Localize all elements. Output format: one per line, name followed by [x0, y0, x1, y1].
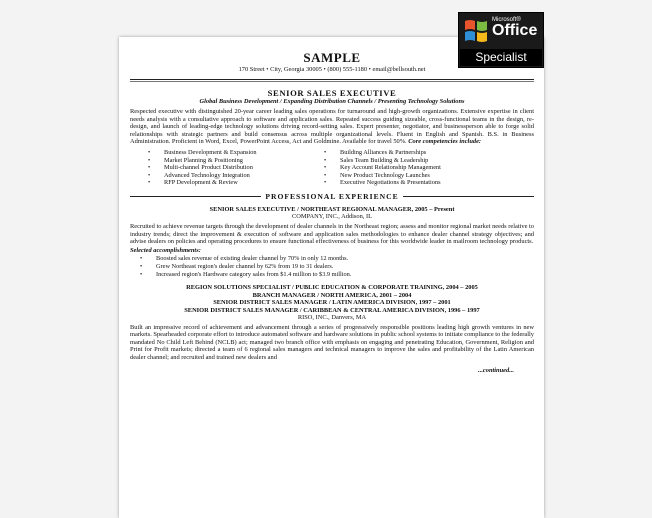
- job2-titles: [130, 284, 534, 314]
- list-item: • Building Alliances & Partnerships: [324, 149, 500, 157]
- list-item: • Grew Northeast region's dealer channel by 62% from 19 to 31 dealers.: [140, 263, 534, 271]
- list-item: • New Product Technology Launches: [324, 172, 500, 180]
- contact-line: 170 Street • City, Georgia 30005 • (800) 555-1180 • email@bellsouth.net: [238, 66, 426, 73]
- job1-company: COMPANY, INC., Addison, IL: [291, 213, 373, 221]
- logo-office-text: Office: [492, 22, 538, 39]
- accomplishments-label: Selected accomplishments:: [130, 246, 201, 254]
- job2-title: BRANCH MANAGER / NORTH AMERICA, 2001 – 2004: [252, 291, 412, 299]
- list-item: • Advanced Technology Integration: [148, 172, 324, 180]
- list-item: • Market Planning & Positioning: [148, 157, 324, 165]
- job2-title: SENIOR DISTRICT SALES MANAGER / CARIBBEAN & CENTRAL AMERICA DIVISION, 1996 – 1997: [184, 306, 480, 314]
- resume-page: [119, 37, 544, 518]
- office-specialist-logo: [458, 12, 544, 68]
- list-item: • Increased region's Hardware category sales from $1.4 million to $3.9 million.: [140, 271, 534, 279]
- profile-subtitle: Global Business Development / Expanding Distribution Channels / Presenting Technology Solutions: [199, 98, 465, 105]
- header-divider: [130, 79, 534, 82]
- competencies-left-column: [148, 149, 324, 187]
- job2-title: REGION SOLUTIONS SPECIALIST / PUBLIC EDUCATION & CORPORATE TRAINING, 2004 – 2005: [186, 284, 478, 292]
- accomplishments-list: [140, 255, 534, 278]
- list-item: • Sales Team Building & Leadership: [324, 157, 500, 165]
- list-item: • RFP Development & Review: [148, 179, 324, 187]
- continued-note: ...continued...: [478, 366, 514, 374]
- job2-title: SENIOR DISTRICT SALES MANAGER / LATIN AMERICA DIVISION, 1997 – 2001: [213, 299, 451, 307]
- job2-description: Built an impressive record of achievement and advancement through a series of progressively responsible positions leading high growth ventures in new markets. Spearheaded corporate effort to introduce automated software and hardware solutions in public school systems to initiate compliance to the federally mandated No Child Left Behind (NCLB) act; managed two branch office with emphasis on engaging and penetrating Education, Government, Religion and Print for Profit markets; directed a team of 6 regional sales managers and technical managers to improve the sales and profitability of the Latin American dealer channel; and recruited and trained new dealers and: [130, 323, 534, 361]
- job2-company: RISO, INC., Danvers, MA: [297, 314, 367, 322]
- section-heading-text: PROFESSIONAL EXPERIENCE: [261, 192, 402, 201]
- list-item: • Executive Negotiations & Presentations: [324, 179, 500, 187]
- profile-summary: Respected executive with distinguished 20-year career leading sales operations for turnaround and high-growth organizations. Extensive expertise in client needs analysis with a consultative approach to software and application sales. Repeated success guiding sizeable, cross-functional teams in the design, re-design, and launch of leading-edge technology solutions driving record-setting sales. Expert presenter, negotiator, and businessperson able to forge solid relationships with strategic partners and build consensus across multiple organizational levels. Fluent in English and Spanish. B.S. in Business Administration. Proficient in Word, Excel, PowerPoint Access, Act and Goldmine. Available for travel 50%. Core competencies include:: [130, 108, 534, 146]
- list-item: • Multi-channel Product Distribution: [148, 164, 324, 172]
- profile-title: SENIOR SALES EXECUTIVE: [267, 88, 397, 98]
- list-item: • Key Account Relationship Management: [324, 164, 500, 172]
- list-item: • Business Development & Expansion: [148, 149, 324, 157]
- job1-title: SENIOR SALES EXECUTIVE / NORTHEAST REGIONAL MANAGER, 2005 – Present: [209, 205, 455, 213]
- logo-specialist-text: Specialist: [460, 49, 542, 66]
- job1-description: Recruited to achieve revenue targets through the development of dealer channels in the Northeast region; assess and monitor regional market needs relative to industry trends; direct the improvement & execution of software and application sales methodologies to enhance dealer channel strategy objectives; and advise dealers on policies and operating procedures to ensure functional effectiveness of business for this worldwide leader in mailroom technology products.: [130, 222, 534, 246]
- office-flag-icon: [463, 19, 489, 43]
- competencies-label: Core competencies include:: [408, 138, 482, 146]
- candidate-name: SAMPLE: [303, 50, 361, 65]
- logo-microsoft-text: Microsoft®: [492, 17, 521, 23]
- list-item: • Boosted sales revenue of existing dealer channel by 70% in only 12 months.: [140, 255, 534, 263]
- competencies-right-column: [324, 149, 500, 187]
- experience-heading: [130, 192, 534, 201]
- resume-content: [130, 50, 534, 374]
- competencies-list: [148, 149, 534, 187]
